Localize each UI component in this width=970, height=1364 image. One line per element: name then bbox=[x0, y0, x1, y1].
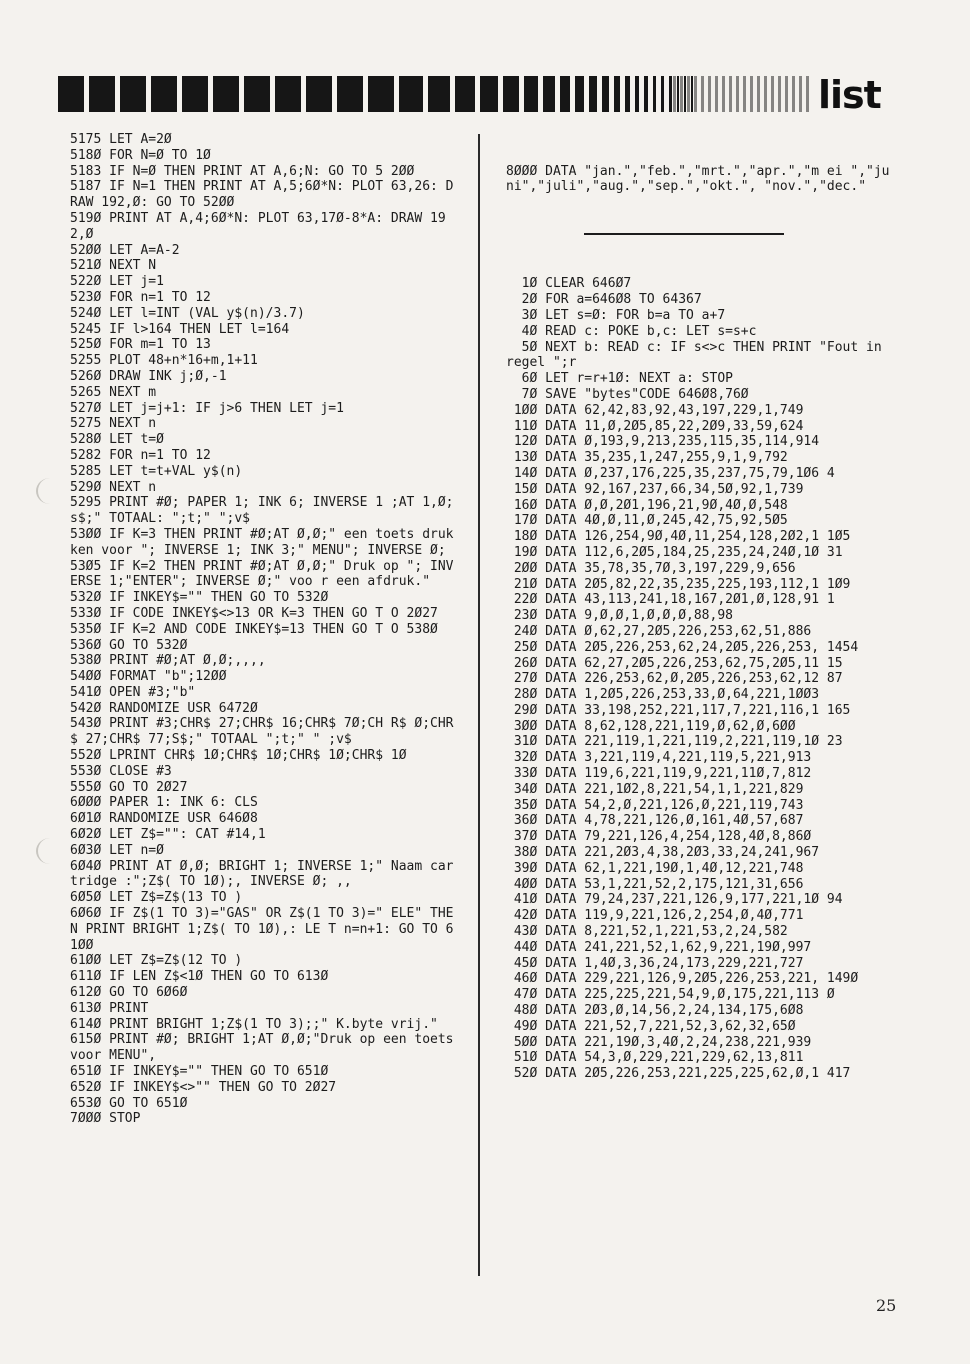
code-line: 6Ø LET r=r+1Ø: NEXT a: STOP bbox=[506, 371, 733, 387]
code-line: 522Ø LET j=1 bbox=[70, 274, 164, 290]
code-line: 613Ø PRINT bbox=[70, 1000, 149, 1016]
code-line: 553Ø CLOSE #3 bbox=[70, 763, 172, 779]
code-line: 6Ø1Ø RANDOMIZE USR 646Ø8 bbox=[70, 811, 258, 827]
code-line: 41Ø DATA 79,24,237,221,126,9,177,221,1Ø 94 bbox=[506, 892, 843, 908]
code-line: 34Ø DATA 221,1Ø2,8,221,54,1,1,221,829 bbox=[506, 781, 804, 797]
code-line: 2Ø FOR a=646Ø8 TO 64367 bbox=[506, 292, 702, 308]
header-bar bbox=[244, 76, 270, 112]
header-bar bbox=[503, 76, 519, 112]
code-line: 653Ø GO TO 651Ø bbox=[70, 1095, 188, 1111]
header-bar bbox=[602, 76, 609, 112]
code-line: 538Ø PRINT #Ø;AT Ø,Ø;,,,, bbox=[70, 653, 266, 669]
header-bar bbox=[589, 76, 597, 112]
code-line: 13Ø DATA 35,235,1,247,255,9,1,9,792 bbox=[506, 450, 788, 466]
page-number: 25 bbox=[876, 1296, 897, 1315]
code-line: 7Ø SAVE "bytes"CODE 646Ø8,76Ø bbox=[506, 386, 749, 402]
code-line: 2ØØ DATA 35,78,35,7Ø,3,197,229,9,656 bbox=[506, 560, 796, 576]
code-line: 615Ø PRINT #Ø; BRIGHT 1;AT Ø,Ø;"Druk op een toets voor MENU", bbox=[70, 1032, 462, 1064]
code-line: 47Ø DATA 225,225,221,54,9,Ø,175,221,113 Ø bbox=[506, 987, 835, 1003]
code-line: 53Ø5 IF K=2 THEN PRINT #Ø;AT Ø,Ø;" Druk op "; INVERSE 1;"ENTER"; INVERSE Ø;" voo r een afdruk." bbox=[70, 558, 454, 590]
code-line: 552Ø LPRINT CHR$ 1Ø;CHR$ 1Ø;CHR$ 1Ø;CHR$ 1Ø bbox=[70, 748, 407, 764]
header-bar bbox=[275, 76, 301, 112]
code-line: 6ØØØ PAPER 1: INK 6: CLS bbox=[70, 795, 258, 811]
header-bar bbox=[560, 76, 570, 112]
header-bar-pattern bbox=[58, 76, 673, 112]
code-line: 612Ø GO TO 6Ø6Ø bbox=[70, 985, 188, 1001]
code-line: 651Ø IF INKEY$="" THEN GO TO 651Ø bbox=[70, 1064, 329, 1080]
code-line: 5Ø NEXT b: READ c: IF s<>c THEN PRINT "Fout in regel ";r bbox=[506, 339, 890, 371]
code-line: 6Ø3Ø LET n=Ø bbox=[70, 842, 164, 858]
code-line: 532Ø IF INKEY$="" THEN GO TO 532Ø bbox=[70, 590, 329, 606]
listing-left-column bbox=[70, 132, 462, 1127]
header-bar bbox=[524, 76, 538, 112]
code-line: 54ØØ FORMAT "b";12ØØ bbox=[70, 669, 227, 685]
code-line: 5282 FOR n=1 TO 12 bbox=[70, 447, 211, 463]
code-line: 39Ø DATA 62,1,221,19Ø,1,4Ø,12,221,748 bbox=[506, 860, 804, 876]
code-line: 51Ø DATA 54,3,Ø,229,221,229,62,13,811 bbox=[506, 1050, 804, 1066]
code-line: 533Ø IF CODE INKEY$<>13 OR K=3 THEN GO T O 2Ø27 bbox=[70, 605, 438, 621]
listing-right-column bbox=[506, 132, 890, 1098]
code-line: 8ØØØ DATA "jan.","feb.","mrt.","apr.","m ei ","juni","juli","aug.","sep.","okt.", "nov.","dec." bbox=[506, 163, 890, 195]
code-line: 24Ø DATA Ø,62,27,2Ø5,226,253,62,51,886 bbox=[506, 623, 812, 639]
code-line: 518Ø FOR N=Ø TO 1Ø bbox=[70, 147, 211, 163]
code-line: 4Ø READ c: POKE b,c: LET s=s+c bbox=[506, 323, 757, 339]
code-line: 38Ø DATA 221,2Ø3,4,38,2Ø3,33,24,241,967 bbox=[506, 845, 820, 861]
code-line: 7ØØØ STOP bbox=[70, 1111, 141, 1127]
header-bar bbox=[58, 76, 84, 112]
header-bar bbox=[661, 76, 664, 112]
code-line: 5255 PLOT 48+n*16+m,1+11 bbox=[70, 353, 258, 369]
code-line: 36Ø DATA 4,78,221,126,Ø,161,4Ø,57,687 bbox=[506, 813, 804, 829]
code-line: 11Ø DATA 11,Ø,2Ø5,85,22,2Ø9,33,59,624 bbox=[506, 418, 804, 434]
code-line: 5245 IF l>164 THEN LET l=164 bbox=[70, 321, 290, 337]
code-line: 44Ø DATA 241,221,52,1,62,9,221,19Ø,997 bbox=[506, 939, 812, 955]
header-bar bbox=[669, 76, 672, 112]
header-bar bbox=[151, 76, 177, 112]
header-bar bbox=[120, 76, 146, 112]
header-bar bbox=[399, 76, 423, 112]
code-line: 46Ø DATA 229,221,126,9,2Ø5,226,253,221, 149Ø bbox=[506, 971, 859, 987]
code-line: 32Ø DATA 3,221,119,4,221,119,5,221,913 bbox=[506, 750, 812, 766]
month-data-block bbox=[506, 164, 890, 196]
code-line: 43Ø DATA 8,221,52,1,221,53,2,24,582 bbox=[506, 924, 788, 940]
code-line: 49Ø DATA 221,52,7,221,52,3,62,32,65Ø bbox=[506, 1018, 796, 1034]
code-line: 22Ø DATA 43,113,241,18,167,2Ø1,Ø,128,91 1 bbox=[506, 592, 835, 608]
code-line: 4ØØ DATA 53,1,221,52,2,175,121,31,656 bbox=[506, 876, 804, 892]
header-bar bbox=[635, 76, 639, 112]
header-bar bbox=[455, 76, 475, 112]
code-line: 61ØØ LET Z$=Z$(12 TO ) bbox=[70, 953, 243, 969]
code-line: 29Ø DATA 33,198,252,221,117,7,221,116,1 165 bbox=[506, 702, 851, 718]
header-bar bbox=[182, 76, 208, 112]
code-line: 6Ø4Ø PRINT AT Ø,Ø; BRIGHT 1; INVERSE 1;" Naam cartridge :";Z$( TO 1Ø);, INVERSE Ø; ,, bbox=[70, 858, 454, 890]
header-bar bbox=[614, 76, 620, 112]
code-line: 27Ø DATA 226,253,62,Ø,2Ø5,226,253,62,12 87 bbox=[506, 671, 843, 687]
header-bar bbox=[575, 76, 584, 112]
code-line: 529Ø NEXT n bbox=[70, 479, 157, 495]
code-line: 52Ø DATA 2Ø5,226,253,221,225,225,62,Ø,1 417 bbox=[506, 1066, 851, 1082]
code-line: 652Ø IF INKEY$<>"" THEN GO TO 2Ø27 bbox=[70, 1079, 337, 1095]
code-line: 5285 LET t=t+VAL y$(n) bbox=[70, 463, 243, 479]
code-line: 521Ø NEXT N bbox=[70, 258, 157, 274]
code-line: 42Ø DATA 119,9,221,126,2,254,Ø,4Ø,771 bbox=[506, 908, 804, 924]
code-line: 1Ø CLEAR 646Ø7 bbox=[506, 276, 632, 292]
header-bar-fade bbox=[673, 76, 813, 112]
header-bar bbox=[89, 76, 115, 112]
code-line: 6Ø5Ø LET Z$=Z$(13 TO ) bbox=[70, 890, 243, 906]
code-line: 527Ø LET j=j+1: IF j>6 THEN LET j=1 bbox=[70, 400, 344, 416]
code-line: 12Ø DATA Ø,193,9,213,235,115,35,114,914 bbox=[506, 434, 820, 450]
code-line: 6Ø2Ø LET Z$="": CAT #14,1 bbox=[70, 827, 266, 843]
code-line: 37Ø DATA 79,221,126,4,254,128,4Ø,8,86Ø bbox=[506, 829, 812, 845]
code-line: 33Ø DATA 119,6,221,119,9,221,11Ø,7,812 bbox=[506, 766, 812, 782]
code-line: 31Ø DATA 221,119,1,221,119,2,221,119,1Ø 23 bbox=[506, 734, 843, 750]
code-line: 14Ø DATA Ø,237,176,225,35,237,75,79,1Ø6 4 bbox=[506, 465, 835, 481]
code-line: 18Ø DATA 126,254,9Ø,4Ø,11,254,128,2Ø2,1 1Ø5 bbox=[506, 529, 851, 545]
code-line: 6Ø6Ø IF Z$(1 TO 3)="GAS" OR Z$(1 TO 3)=" ELE" THEN PRINT BRIGHT 1;Z$( TO 1Ø),: LE T n=n+1: GO TO 61ØØ bbox=[70, 906, 454, 953]
header-bar bbox=[480, 76, 498, 112]
code-line: 5183 IF N=Ø THEN PRINT AT A,6;N: GO TO 5 2ØØ bbox=[70, 163, 415, 179]
binder-hole-mark bbox=[36, 478, 64, 504]
header-bar bbox=[625, 76, 630, 112]
code-line: 25Ø DATA 2Ø5,226,253,62,24,2Ø5,226,253, 1454 bbox=[506, 639, 859, 655]
code-line: 16Ø DATA Ø,Ø,2Ø1,196,21,9Ø,4Ø,Ø,548 bbox=[506, 497, 788, 513]
code-line: 53ØØ IF K=3 THEN PRINT #Ø;AT Ø,Ø;" een toets drukken voor "; INVERSE 1; INK 3;" MENU"; INVERSE Ø; bbox=[70, 526, 454, 558]
code-line: 35Ø DATA 54,2,Ø,221,126,Ø,221,119,743 bbox=[506, 797, 804, 813]
page-header bbox=[58, 68, 898, 118]
code-line: 542Ø RANDOMIZE USR 6472Ø bbox=[70, 700, 258, 716]
code-line: 525Ø FOR m=1 TO 13 bbox=[70, 337, 211, 353]
code-line: 17Ø DATA 4Ø,Ø,11,Ø,245,42,75,92,5Ø5 bbox=[506, 513, 788, 529]
code-line: 528Ø LET t=Ø bbox=[70, 432, 164, 448]
code-line: 28Ø DATA 1,2Ø5,226,253,33,Ø,64,221,1ØØ3 bbox=[506, 687, 820, 703]
code-line: 5265 NEXT m bbox=[70, 384, 157, 400]
code-line: 614Ø PRINT BRIGHT 1;Z$(1 TO 3);;" K.byte vrij." bbox=[70, 1016, 438, 1032]
code-line: 3ØØ DATA 8,62,128,221,119,Ø,62,Ø,6ØØ bbox=[506, 718, 796, 734]
code-line: 1ØØ DATA 62,42,83,92,43,197,229,1,749 bbox=[506, 402, 804, 418]
code-line: 19Ø DATA 112,6,2Ø5,184,25,235,24,24Ø,1Ø 31 bbox=[506, 544, 843, 560]
code-line: 21Ø DATA 2Ø5,82,22,35,235,225,193,112,1 1Ø9 bbox=[506, 576, 851, 592]
code-line: 48Ø DATA 2Ø3,Ø,14,56,2,24,134,175,6Ø8 bbox=[506, 1003, 804, 1019]
code-line: 5295 PRINT #Ø; PAPER 1; INK 6; INVERSE 1 ;AT 1,Ø;s$;" TOTAAL: ";t;" ";v$ bbox=[70, 495, 454, 527]
header-bar bbox=[543, 76, 555, 112]
code-line: 5175 LET A=2Ø bbox=[70, 132, 172, 147]
column-divider bbox=[478, 134, 480, 1276]
code-line: 3Ø LET s=Ø: FOR b=a TO a+7 bbox=[506, 307, 726, 323]
header-bar bbox=[428, 76, 450, 112]
code-line: 526Ø DRAW INK j;Ø,-1 bbox=[70, 368, 227, 384]
code-line: 524Ø LET l=INT (VAL y$(n)/3.7) bbox=[70, 305, 305, 321]
header-bar bbox=[644, 76, 648, 112]
code-line: 543Ø PRINT #3;CHR$ 27;CHR$ 16;CHR$ 7Ø;CH R$ Ø;CHR$ 27;CHR$ 77;S$;" TOTAAL ";t;" " ;v$ bbox=[70, 716, 454, 748]
code-line: 523Ø FOR n=1 TO 12 bbox=[70, 289, 211, 305]
code-line: 5187 IF N=1 THEN PRINT AT A,5;6Ø*N: PLOT 63,26: DRAW 192,Ø: GO TO 52ØØ bbox=[70, 179, 454, 211]
code-line: 15Ø DATA 92,167,237,66,34,5Ø,92,1,739 bbox=[506, 481, 804, 497]
code-line: 5ØØ DATA 221,19Ø,3,4Ø,2,24,238,221,939 bbox=[506, 1034, 812, 1050]
header-bar bbox=[368, 76, 394, 112]
code-line: 45Ø DATA 1,4Ø,3,36,24,173,229,221,727 bbox=[506, 955, 804, 971]
code-line: 5275 NEXT n bbox=[70, 416, 157, 432]
header-bar bbox=[337, 76, 363, 112]
section-title: list bbox=[818, 73, 881, 117]
header-bar bbox=[213, 76, 239, 112]
code-line: 541Ø OPEN #3;"b" bbox=[70, 684, 196, 700]
code-line: 555Ø GO TO 2Ø27 bbox=[70, 779, 188, 795]
code-line: 535Ø IF K=2 AND CODE INKEY$=13 THEN GO T O 538Ø bbox=[70, 621, 438, 637]
binder-hole-mark bbox=[36, 838, 64, 864]
header-bar bbox=[653, 76, 656, 112]
code-line: 26Ø DATA 62,27,2Ø5,226,253,62,75,2Ø5,11 15 bbox=[506, 655, 843, 671]
header-bar bbox=[306, 76, 332, 112]
code-line: 536Ø GO TO 532Ø bbox=[70, 637, 188, 653]
code-line: 611Ø IF LEN Z$<1Ø THEN GO TO 613Ø bbox=[70, 969, 329, 985]
listing-separator bbox=[584, 233, 784, 235]
code-line: 519Ø PRINT AT A,4;6Ø*N: PLOT 63,17Ø-8*A: DRAW 192,Ø bbox=[70, 210, 446, 242]
loader-listing bbox=[506, 276, 890, 1082]
code-line: 52ØØ LET A=A-2 bbox=[70, 242, 180, 258]
code-line: 23Ø DATA 9,Ø,Ø,1,Ø,Ø,Ø,88,98 bbox=[506, 608, 733, 624]
